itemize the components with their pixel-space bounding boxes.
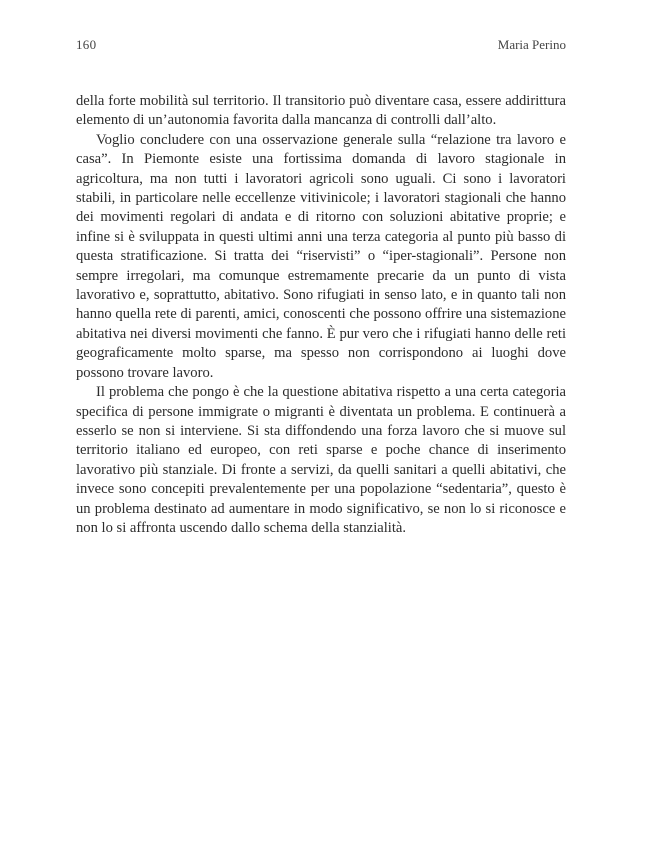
paragraph: Voglio concludere con una osservazione generale sulla “relazione tra lavoro e casa”. In Piemonte esiste una fortissima domanda di lavoro stagionale in agricoltura, ma non tutti i lavoratori agricoli sono uguali. Ci sono i lavoratori stabili, in particolare nelle eccellenze vitivinicole; i lavoratori stagionali che hanno dei movimenti regolari di andata e di ritorno con soluzioni abitative proprie; e infine si è sviluppata in questi ultimi anni una terza categoria al punto più basso di questa stratificazione. Si tratta dei “riservisti” o “iper-stagionali”. Persone non sempre irregolari, ma comunque estremamente precarie da un punto di vista lavorativo e, soprattutto, abitativo. Sono rifugiati in senso lato, e in quanto tali non hanno quella rete di parenti, amici, conoscenti che possono offrire una sistemazione abitativa nei diversi movimenti che fanno. È pur vero che i rifugiati hanno delle reti geograficamente molto sparse, ma spesso non corrispondono ai luoghi dove possono trovare lavoro. xyxy=(76,131,566,381)
running-head-author: Maria Perino xyxy=(497,37,566,52)
body-text xyxy=(76,92,566,538)
page-number: 160 xyxy=(76,37,97,52)
paragraph: Il problema che pongo è che la questione abitativa rispetto a una certa categoria specifica di persone immigrate o migranti è diventata un problema. E continuerà a esserlo se non si interviene. Si sta diffondendo una forza lavoro che si muove sul territorio italiano ed europeo, con reti sparse e poche chance di inserimento lavorativo più stanziale. Di fronte a servizi, da quelli sanitari a quelli abitativi, che invece sono concepiti prevalentemente per una popolazione “sedentaria”, questo è un problema destinato ad aumentare in modo significativo, se non lo si riconosce e non lo si affronta uscendo dallo schema della stanzialità. xyxy=(76,384,566,536)
paragraph-continuation: della forte mobilità sul territorio. Il transitorio può diventare casa, essere addirittura elemento di un’autonomia favorita dalla mancanza di controlli dall’alto. xyxy=(76,93,566,129)
running-head xyxy=(76,37,566,53)
